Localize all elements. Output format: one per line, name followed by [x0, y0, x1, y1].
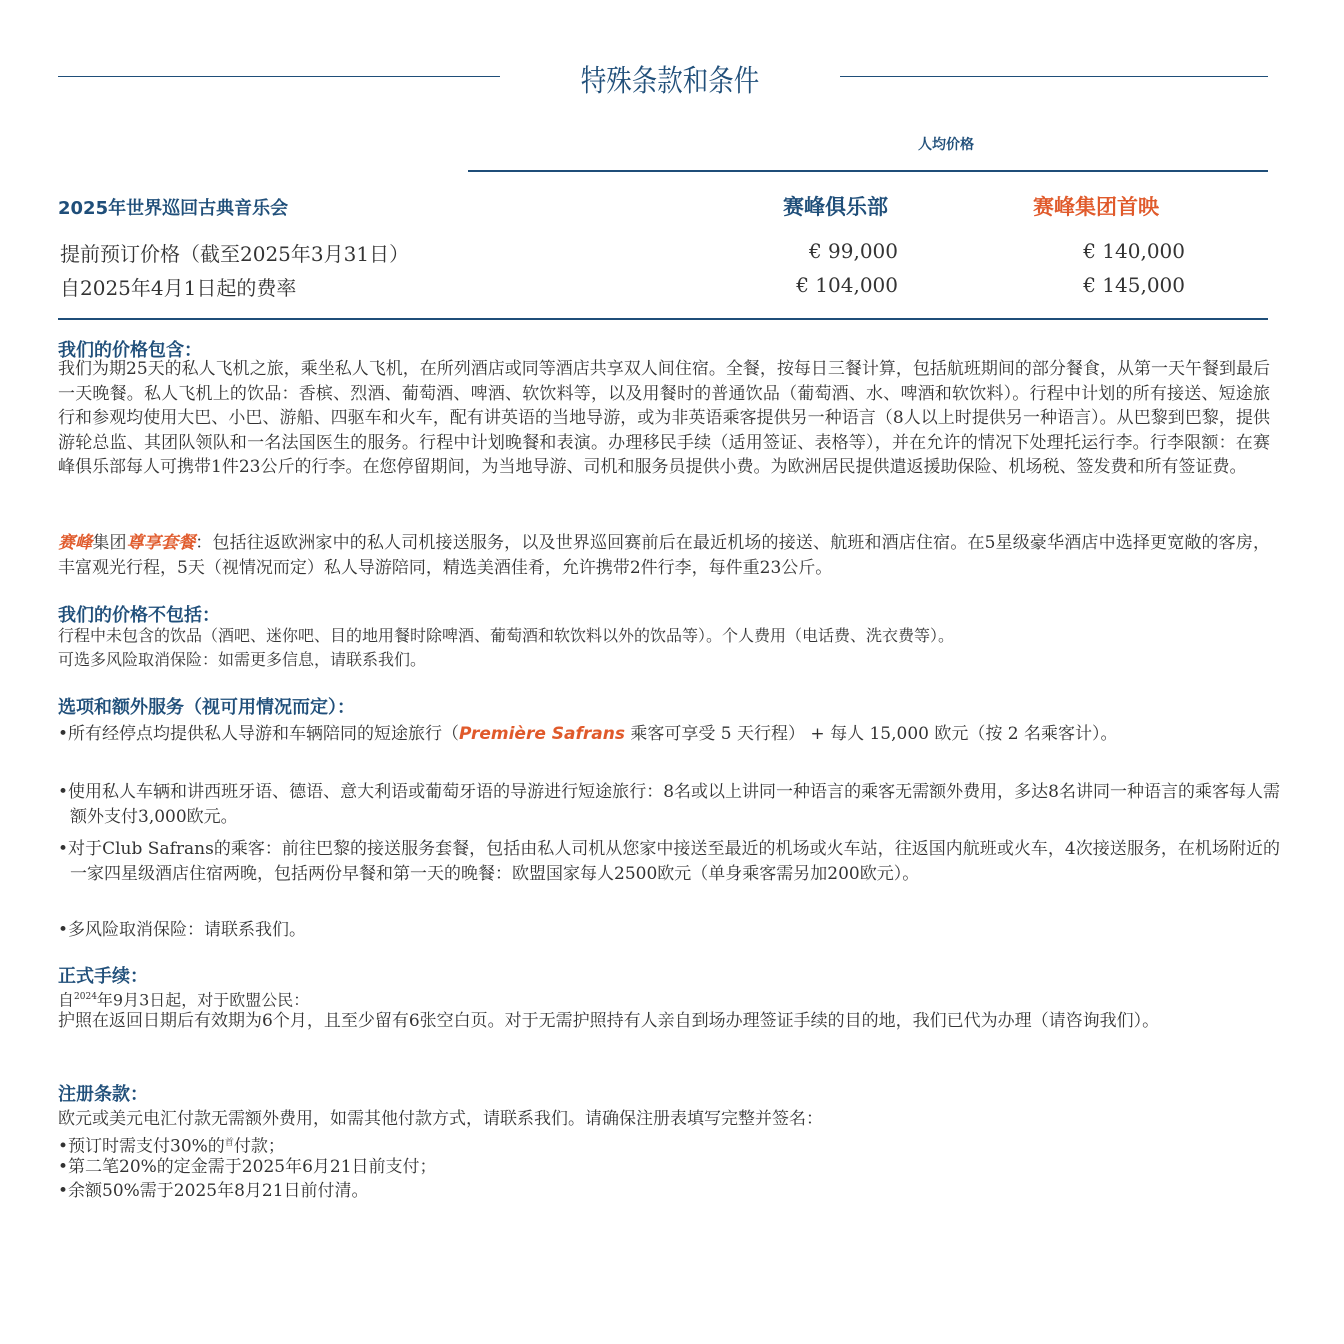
formalities-line-pre: 自: [58, 990, 75, 1010]
price-row-label: 自2025年4月1日起的费率: [60, 276, 297, 300]
formalities-year-sup: 2024: [74, 992, 97, 1002]
header-rule-right: [840, 76, 1268, 77]
column-premiere-safrans: 赛峰集团首映: [1033, 195, 1159, 219]
premiere-safrans-brand: Première Safrans: [459, 724, 625, 744]
premium-package-name: 尊享套餐: [126, 533, 196, 553]
excludes-line: 可选多风险取消保险：如需更多信息，请联系我们。: [58, 650, 427, 669]
options-bullet: •使用私人车辆和讲西班牙语、德语、意大利语或葡萄牙语的导游进行短途旅行：8名或以上讲同一种语言的乘客无需额外费用，多达8名讲同一种语言的乘客每人需额外支付3,000欧元。: [58, 782, 1280, 827]
options-heading: 选项和额外服务（视可用情况而定）：: [58, 697, 355, 718]
premium-description: ：包括往返欧洲家中的私人司机接送服务，以及世界巡回赛前后在最近机场的接送、航班和酒店住宿。在5星级豪华酒店中选择更宽敞的客房，丰富观光行程，5天（视情况而定）私人导游陪同，精选美酒佳肴，允许携带2件行李，每件重23公斤。: [58, 533, 1271, 578]
page-title: 特殊条款和条件: [580, 64, 760, 99]
registration-intro: 欧元或美元电汇付款无需额外费用，如需其他付款方式，请联系我们。请确保注册表填写完整并签名：: [58, 1109, 823, 1129]
pricing-bottom-rule: [58, 318, 1268, 320]
price-row-label: 提前预订价格（截至2025年3月31日）: [60, 242, 410, 266]
registration-heading: 注册条款：: [58, 1084, 148, 1105]
premium-brand-suffix: 集团: [92, 533, 127, 553]
formalities-passport-text: 护照在返回日期后有效期为6个月，且至少留有6张空白页。对于无需护照持有人亲自到场办理签证手续的目的地，我们已代为办理（请咨询我们）。: [58, 1011, 1160, 1031]
column-club-safrans: 赛峰俱乐部: [783, 195, 888, 219]
pricing-header-rule: [468, 170, 1268, 172]
premium-brand: 赛峰: [58, 533, 93, 553]
per-person-label: 人均价格: [918, 137, 974, 153]
includes-heading: 我们的价格包含：: [58, 340, 202, 361]
registration-bullet-sup: 首: [224, 1138, 234, 1148]
excludes-heading: 我们的价格不包括：: [58, 605, 220, 626]
registration-bullet-pre: •预订时需支付30%的: [58, 1136, 225, 1157]
options-bullet: [58, 722, 1280, 747]
excludes-line: 行程中未包含的饮品（酒吧、迷你吧、目的地用餐时除啤酒、葡萄酒和软饮料以外的饮品等）。个人费用（电话费、洗衣费等）。: [58, 626, 955, 645]
includes-text: 我们为期25天的私人飞机之旅，乘坐私人飞机，在所列酒店或同等酒店共享双人间住宿。全餐，按每日三餐计算，包括航班期间的部分餐食，从第一天午餐到最后一天晚餐。私人飞机上的饮品：香槟、烈酒、葡萄酒、啤酒、软饮料等，以及用餐时的普通饮品（葡萄酒、水、啤酒和软饮料）。行程中计划的所有接送、短途旅行和参观均使用大巴、小巴、游船、四驱车和火车，配有讲英语的当地导游，或为非英语乘客提供另一种语言（8人以上时提供另一种语言）。从巴黎到巴黎，提供游轮总监、其团队领队和一名法国医生的服务。行程中计划晚餐和表演。办理移民手续（适用签证、表格等），并在允许的情况下处理托运行李。行李限额：在赛峰俱乐部每人可携带1件23公斤的行李。在您停留期间，为当地导游、司机和服务员提供小费。为欧洲居民提供遣返援助保险、机场税、签发费和所有签证费。: [58, 359, 1270, 478]
registration-bullet-post: 付款；: [233, 1136, 285, 1157]
registration-bullet: •第二笔20%的定金需于2025年6月21日前支付；: [58, 1157, 437, 1177]
price-row-club-value: € 99,000: [808, 239, 898, 263]
formalities-heading: 正式手续：: [58, 966, 148, 987]
header-rule-left: [58, 76, 500, 77]
options-bullet: •多风险取消保险：请联系我们。: [58, 920, 307, 940]
registration-bullet: •余额50%需于2025年8月21日前付清。: [58, 1181, 369, 1201]
price-row-premiere-value: € 140,000: [1083, 239, 1185, 263]
formalities-line-post: 年9月3日起，对于欧盟公民：: [96, 990, 310, 1010]
options-bullet: •对于Club Safrans的乘客：前往巴黎的接送服务套餐，包括由私人司机从您家中接送至最近的机场或火车站，往返国内航班或火车，4次接送服务，在机场附近的一家四星级酒店住宿两晚，包括两份早餐和第一天的晚餐：欧盟国家每人2500欧元（单身乘客需另加200欧元）。: [58, 839, 1280, 884]
tour-name: 2025年世界巡回古典音乐会: [58, 198, 289, 219]
premium-package-text: [58, 531, 1270, 580]
price-row-club-value: € 104,000: [796, 273, 898, 297]
price-row-premiere-value: € 145,000: [1083, 273, 1185, 297]
options-bullet-pre: •所有经停点均提供私人导游和车辆陪同的短途旅行（: [58, 724, 460, 744]
options-bullet-post: 乘客可享受 5 天行程） + 每人 15,000 欧元（按 2 名乘客计）。: [624, 724, 1118, 744]
